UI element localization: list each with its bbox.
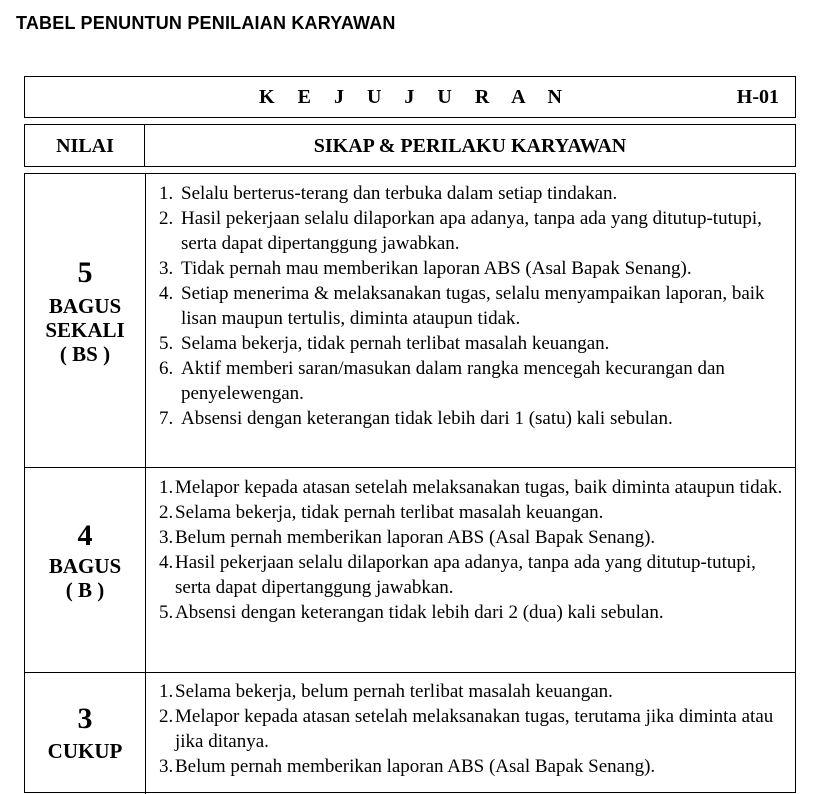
behavior-item: 3. Belum pernah memberikan laporan ABS (Asal Bapak Senang). xyxy=(159,756,656,777)
column-header-sikap: SIKAP & PERILAKU KARYAWAN xyxy=(313,135,627,157)
grade-cell xyxy=(25,672,146,794)
behavior-item: 5. Selama bekerja, tidak pernah terlibat masalah keuangan. xyxy=(159,333,610,354)
behavior-item: 4. Setiap menerima & melaksanakan tugas, selalu menyampaikan laporan, baik lisan maupun tertulis, diminta ataupun tidak. xyxy=(159,283,765,329)
behavior-item: 2. Selama bekerja, tidak pernah terlibat masalah keuangan. xyxy=(159,502,604,523)
behavior-item: 1. Melapor kepada atasan setelah melaksanakan tugas, baik diminta ataupun tidak. xyxy=(159,477,783,498)
behavior-item: 2. Melapor kepada atasan setelah melaksanakan tugas, terutama jika diminta atau jika ditanya. xyxy=(159,706,774,752)
behavior-item: 6. Aktif memberi saran/masukan dalam rangka mencegah kecurangan dan penyelewengan. xyxy=(159,358,725,404)
grade-label xyxy=(25,294,145,366)
grade-row-5 xyxy=(25,174,795,468)
category-title: K E J U J U R A N xyxy=(259,86,571,108)
behavior-item: 5. Absensi dengan keterangan tidak lebih dari 2 (dua) kali sebulan. xyxy=(159,602,664,623)
grade-label-line: BAGUS xyxy=(48,554,122,578)
grade-row-4 xyxy=(25,467,795,673)
behavior-list xyxy=(159,181,789,431)
grade-label xyxy=(25,739,145,763)
behavior-item: 7. Absensi dengan keterangan tidak lebih dari 1 (satu) kali sebulan. xyxy=(159,408,673,429)
behavior-item: 4. Hasil pekerjaan selalu dilaporkan apa adanya, tanpa ada yang ditutup-tutupi, serta dapat dipertanggung jawabkan. xyxy=(159,552,756,598)
grade-cell xyxy=(25,174,146,467)
grading-table xyxy=(24,173,796,793)
document-title: TABEL PENUNTUN PENILAIAN KARYAWAN xyxy=(16,13,396,33)
grade-label-line: ( BS ) xyxy=(59,342,111,366)
grade-row-3 xyxy=(25,672,795,794)
behavior-list xyxy=(159,475,789,625)
grade-label-line: ( B ) xyxy=(65,578,105,602)
category-code: H-01 xyxy=(736,86,779,108)
grade-score: 3 xyxy=(77,702,93,735)
behavior-item: 3. Tidak pernah mau memberikan laporan ABS (Asal Bapak Senang). xyxy=(159,258,692,279)
grade-score: 4 xyxy=(77,519,93,552)
grade-label-line: SEKALI xyxy=(45,318,125,342)
behavior-item: 1. Selalu berterus-terang dan terbuka dalam setiap tindakan. xyxy=(159,183,618,204)
column-header-row xyxy=(24,124,796,167)
behavior-item: 1. Selama bekerja, belum pernah terlibat masalah keuangan. xyxy=(159,681,613,702)
grade-cell xyxy=(25,467,146,672)
grade-label-line: BAGUS xyxy=(48,294,122,318)
behavior-item: 3. Belum pernah memberikan laporan ABS (Asal Bapak Senang). xyxy=(159,527,656,548)
grade-label xyxy=(25,554,145,602)
behavior-list xyxy=(159,679,789,779)
behavior-item: 2. Hasil pekerjaan selalu dilaporkan apa adanya, tanpa ada yang ditutup-tutupi, serta dapat dipertanggung jawabkan. xyxy=(159,208,762,254)
grade-score: 5 xyxy=(77,256,93,289)
column-header-nilai: NILAI xyxy=(56,135,114,157)
grade-label-line: CUKUP xyxy=(47,739,123,763)
category-header xyxy=(24,76,796,118)
